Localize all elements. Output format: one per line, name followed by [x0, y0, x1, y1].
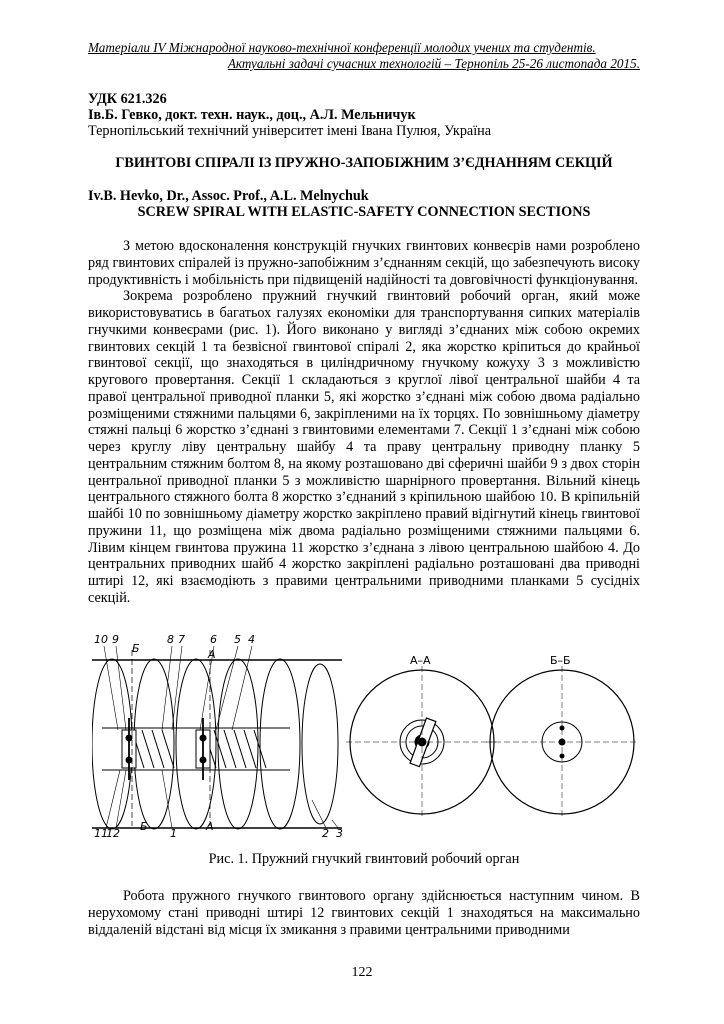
page-number: 122	[351, 965, 373, 980]
figure-caption: Рис. 1. Пружний гнучкий гвинтовий робочий орган	[208, 851, 520, 867]
label-a-top: А	[208, 648, 216, 661]
section-b-b	[486, 666, 637, 818]
figure-labels-top	[94, 633, 255, 661]
paragraph-1: З метою вдосконалення конструкцій гнучких гвинтових конвеєрів нами розроблено ряд гвинтових спіралей із пружно-запобіжним з’єднанням секцій, що забезпечують високу продуктивність і мобільність при підвищеній надійності та довговічності функціонування.	[88, 238, 640, 288]
title-en: SCREW SPIRAL WITH ELASTIC-SAFETY CONNECTION SECTIONS	[137, 204, 591, 220]
label-a-bottom: А	[206, 820, 214, 833]
label-2: 2	[322, 827, 329, 840]
label-8: 8	[167, 633, 174, 646]
affiliation: Тернопільський технічний університет імені Івана Пулюя, Україна	[88, 123, 492, 139]
paragraph-3: Робота пружного гнучкого гвинтового органу здійснюється наступним чином. В нерухомому стані приводні штирі 12 гвинтових секцій 1 знаходяться на максимально віддаленій відстані від місця їх змикання з правими центральними приводними	[88, 888, 640, 938]
header-line-1: Матеріали IV Міжнародної науково-технічної конференції молодих учених та студентів.	[88, 40, 596, 55]
label-9: 9	[112, 633, 119, 646]
title-ua: ГВИНТОВІ СПІРАЛІ ІЗ ПРУЖНО-ЗАПОБІЖНИМ З’ЄДНАННЯМ СЕКЦІЙ	[115, 155, 613, 171]
section-a-label: А–А	[410, 654, 431, 667]
conference-header	[88, 40, 640, 72]
section-a-a	[346, 666, 498, 818]
longitudinal-drawing	[92, 646, 342, 829]
figure-labels-bottom	[94, 820, 343, 840]
header-line-2: Актуальні задачі сучасних технологій – Тернопіль 25-26 листопада 2015.	[227, 56, 640, 71]
authors-ua: Ів.Б. Гевко, докт. техн. наук., доц., А.Л. Мельничук	[88, 107, 416, 123]
figure-screw-spiral	[92, 630, 637, 842]
label-b-top: Б	[132, 642, 140, 655]
section-b-label: Б–Б	[550, 654, 571, 667]
label-b-bottom: Б	[140, 820, 148, 833]
label-6: 6	[210, 633, 217, 646]
label-3: 3	[336, 827, 343, 840]
label-1: 1	[170, 827, 177, 840]
label-12: 12	[106, 827, 120, 840]
label-7: 7	[178, 633, 185, 646]
authors-en: Iv.B. Hevko, Dr., Assoc. Prof., A.L. Melnychuk	[88, 188, 369, 204]
label-10: 10	[94, 633, 108, 646]
label-4: 4	[248, 633, 255, 646]
paragraph-2: Зокрема розроблено пружний гнучкий гвинтовий робочий орган, який може використовуватись в багатьох галузях економіки для транспортування сипких матеріалів гнучкими конвеєрами (рис. 1). Його виконано у вигляді з’єднаних між собою окремих гвинтових секцій 1 та безвісної гвинтової спіралі 2, яка жорстко кріпиться до крайньої гвинтової секції, що знаходяться в циліндричному гнучкому кожуху 3 з можливістю кругового провертання. Секції 1 складаються з круглої лівої центральної шайби 4 та правої центральної приводної планки 5, які жорстко з’єднані між собою двома радіально розміщеними стяжними пальцями 6, закріпленими на їх торцях. По зовнішньому діаметру стяжні пальці 6 жорстко з’єднані з гвинтовими елементами 7. Секції 1 з’єднані між собою через круглу ліву центральну шайбу 4 та праву центральну приводну планку 5 центральним стяжним болтом 8, на якому розташовано дві сферичні шайби 9 з двох сторін центральної приводної планки 5 з можливістю шарнірного провертання. Вільний кінець центрального стяжного болта 8 жорстко з’єднаний з кріпильною шайбою 10. В кріпильній шайбі 10 по зовнішньому діаметру жорстко закріплено правий відігнутий кінець гвинтової пружини 11, що розміщена між двома радіально розміщеними стяжними пальцями 6. Лівим кінцем гвинтова пружина 11 жорстко з’єднана з лівою центральною шайбою 4. До центральних приводних шайб 4 жорстко закріплені радіально розташовані два приводні штирі 12, які взаємодіють з правими центральними приводними планками 5 сусідніх секцій.	[88, 288, 640, 606]
label-11: 11	[94, 827, 108, 840]
body-text	[88, 238, 640, 607]
body-text-continued	[88, 888, 640, 938]
udk-code: УДК 621.326	[88, 91, 167, 107]
label-5: 5	[234, 633, 241, 646]
